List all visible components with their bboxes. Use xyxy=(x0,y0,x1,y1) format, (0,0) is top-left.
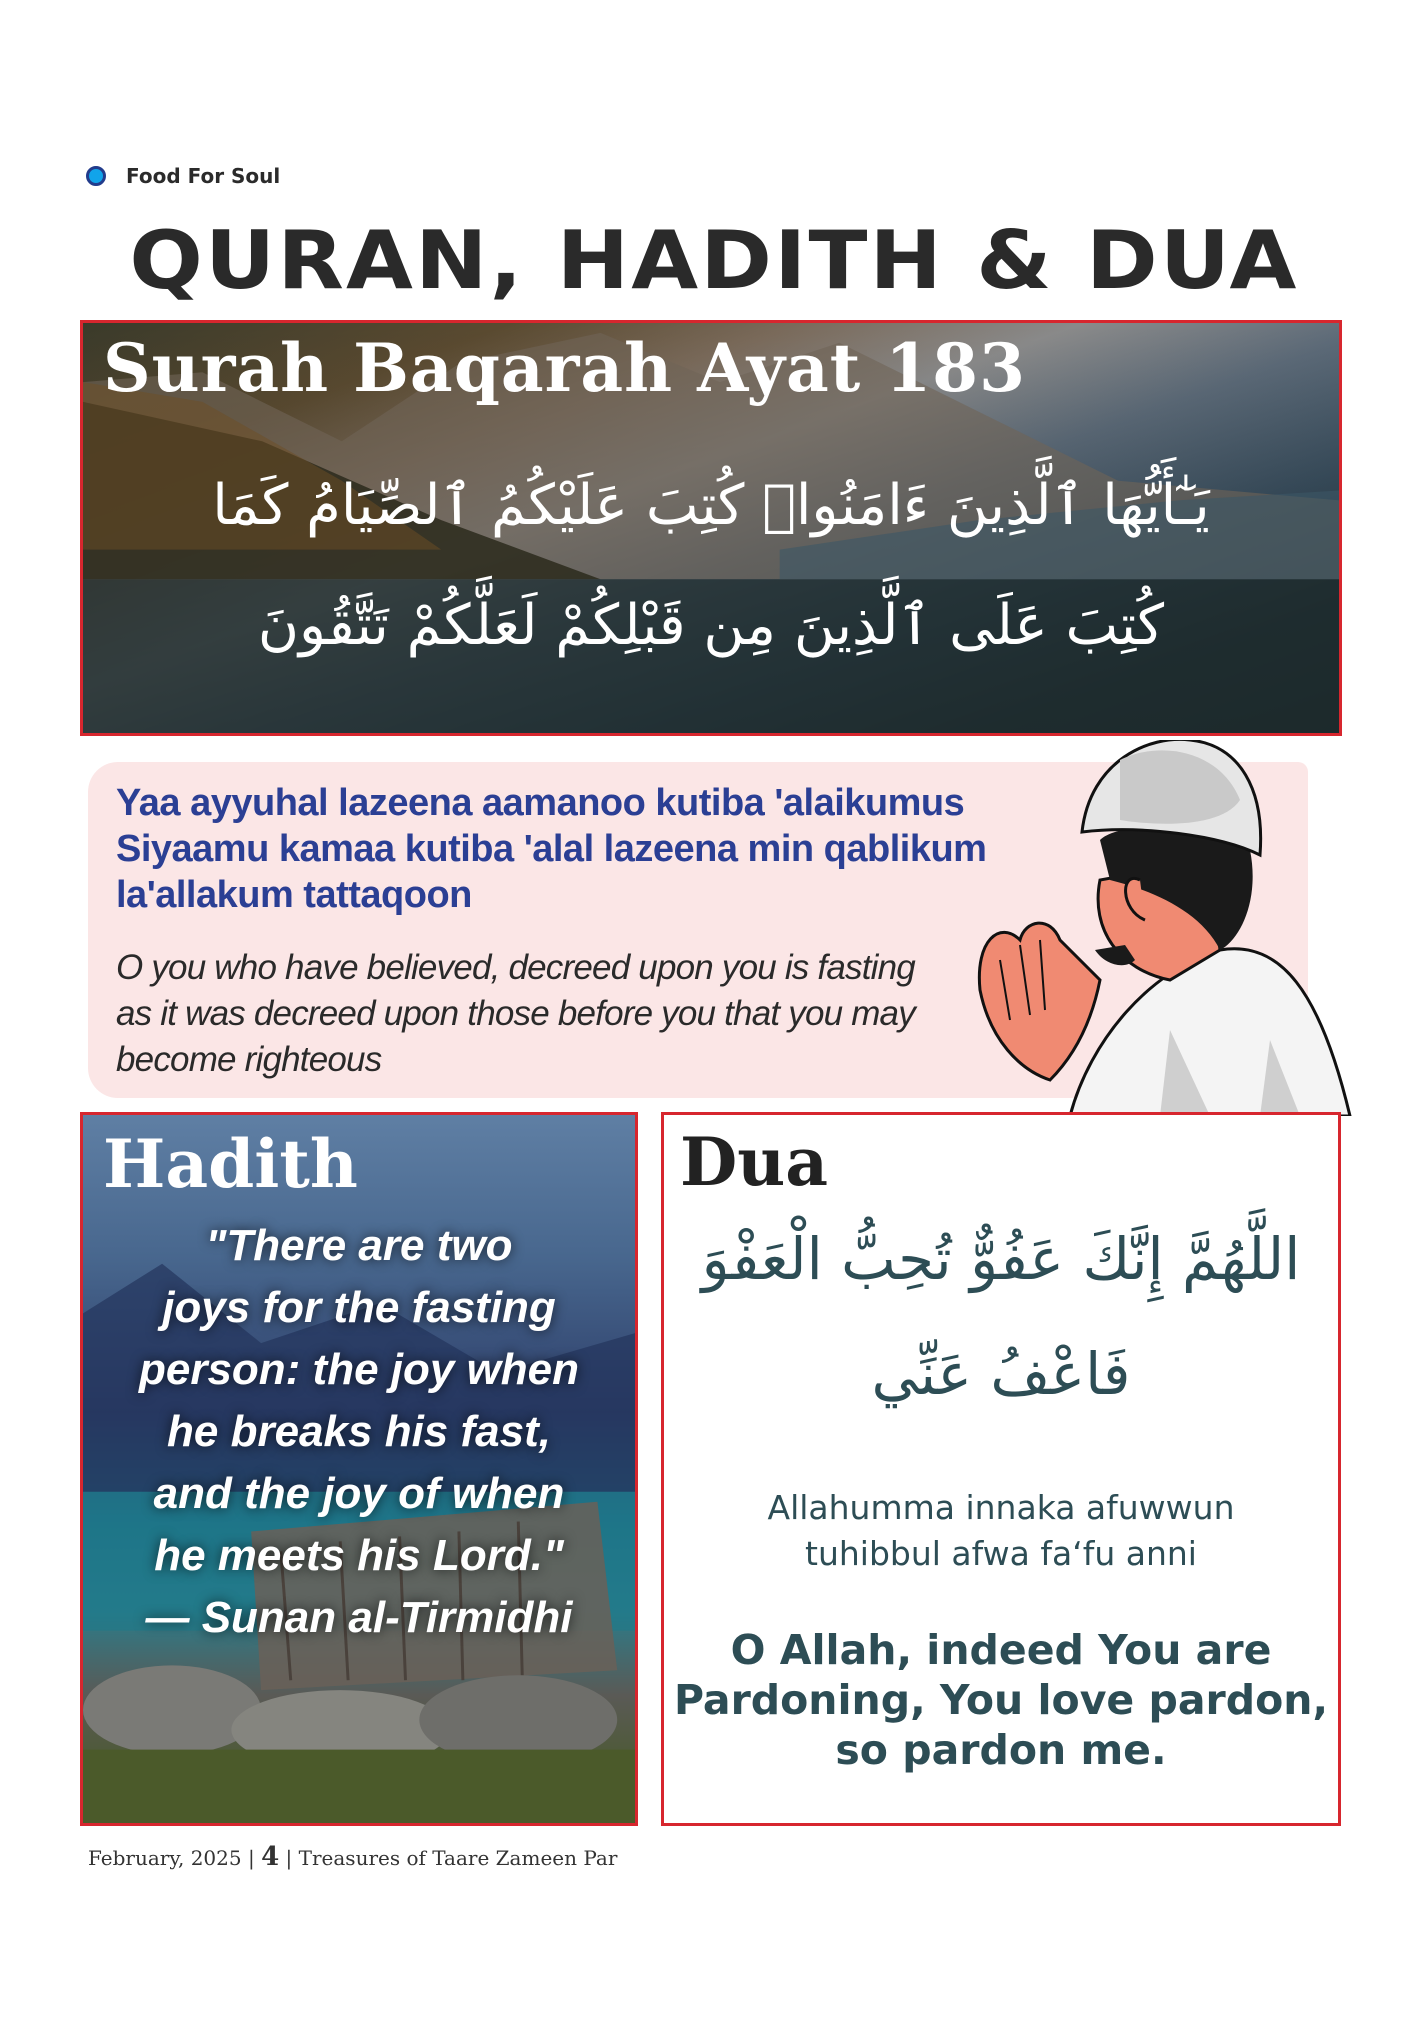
dua-meaning-line: O Allah, indeed You are xyxy=(730,1626,1272,1674)
quran-arabic-line-1: يَـٰٓأَيُّهَا ٱلَّذِينَ ءَامَنُوا۟ كُتِبَ عَلَيْكُمُ ٱلصِّيَامُ كَمَا xyxy=(212,473,1210,538)
quran-panel xyxy=(80,320,1342,736)
dua-meaning xyxy=(664,1625,1338,1775)
bullet-dot-icon xyxy=(86,166,106,186)
quran-arabic-line-2: كُتِبَ عَلَى ٱلَّذِينَ مِن قَبْلِكُمْ لَعَلَّكُمْ تَتَّقُونَ xyxy=(257,593,1165,658)
hadith-heading: Hadith xyxy=(103,1125,358,1203)
footer-separator: | xyxy=(285,1846,299,1870)
hadith-line: person: the joy when xyxy=(138,1345,580,1394)
publication-name: Treasures of Taare Zameen Par xyxy=(298,1846,618,1870)
dua-transliteration-line: tuhibbul afwa fa‘fu anni xyxy=(805,1534,1197,1573)
dua-transliteration-line: Allahumma innaka afuwwun xyxy=(767,1488,1235,1527)
page-footer xyxy=(88,1842,617,1872)
footer-separator: | xyxy=(247,1846,262,1870)
hadith-line: he breaks his fast, xyxy=(167,1407,551,1456)
hadith-line: and the joy of when xyxy=(153,1469,565,1518)
section-tag xyxy=(86,164,280,188)
hadith-line: "There are two xyxy=(205,1221,513,1270)
dua-transliteration xyxy=(664,1485,1338,1577)
quran-transliteration: Yaa ayyuhal lazeena aamanoo kutiba 'alaikumus Siyaamu kamaa kutiba 'alal lazeena min qablikum la'allakum tattaqoon xyxy=(116,782,987,916)
page-title: QURAN, HADITH & DUA xyxy=(129,214,1299,307)
section-label: Food For Soul xyxy=(126,164,281,188)
dua-meaning-line: so pardon me. xyxy=(835,1726,1167,1774)
hadith-panel xyxy=(80,1112,638,1826)
dua-heading: Dua xyxy=(680,1123,828,1201)
dua-meaning-line: Pardoning, You love pardon, xyxy=(673,1676,1329,1724)
dua-arabic-line-2: فَاعْفُ عَنِّي xyxy=(871,1340,1131,1408)
praying-man-illustration xyxy=(920,740,1360,1116)
dua-panel xyxy=(661,1112,1341,1826)
hadith-line: he meets his Lord." xyxy=(154,1531,564,1580)
hadith-line: joys for the fasting xyxy=(162,1283,556,1332)
quran-translation: O you who have believed, decreed upon you is fasting as it was decreed upon those before you that you may become righteous xyxy=(116,948,915,1079)
footer-date: February, 2025 xyxy=(88,1846,242,1870)
hadith-source: — Sunan al-Tirmidhi xyxy=(145,1593,573,1642)
dua-arabic-line-1: اللَّهُمَّ إِنَّكَ عَفُوٌّ تُحِبُّ الْعَفْوَ xyxy=(701,1225,1301,1293)
hadith-quote xyxy=(83,1215,635,1649)
page-number: 4 xyxy=(261,1842,280,1872)
quran-heading: Surah Baqarah Ayat 183 xyxy=(103,329,1026,407)
